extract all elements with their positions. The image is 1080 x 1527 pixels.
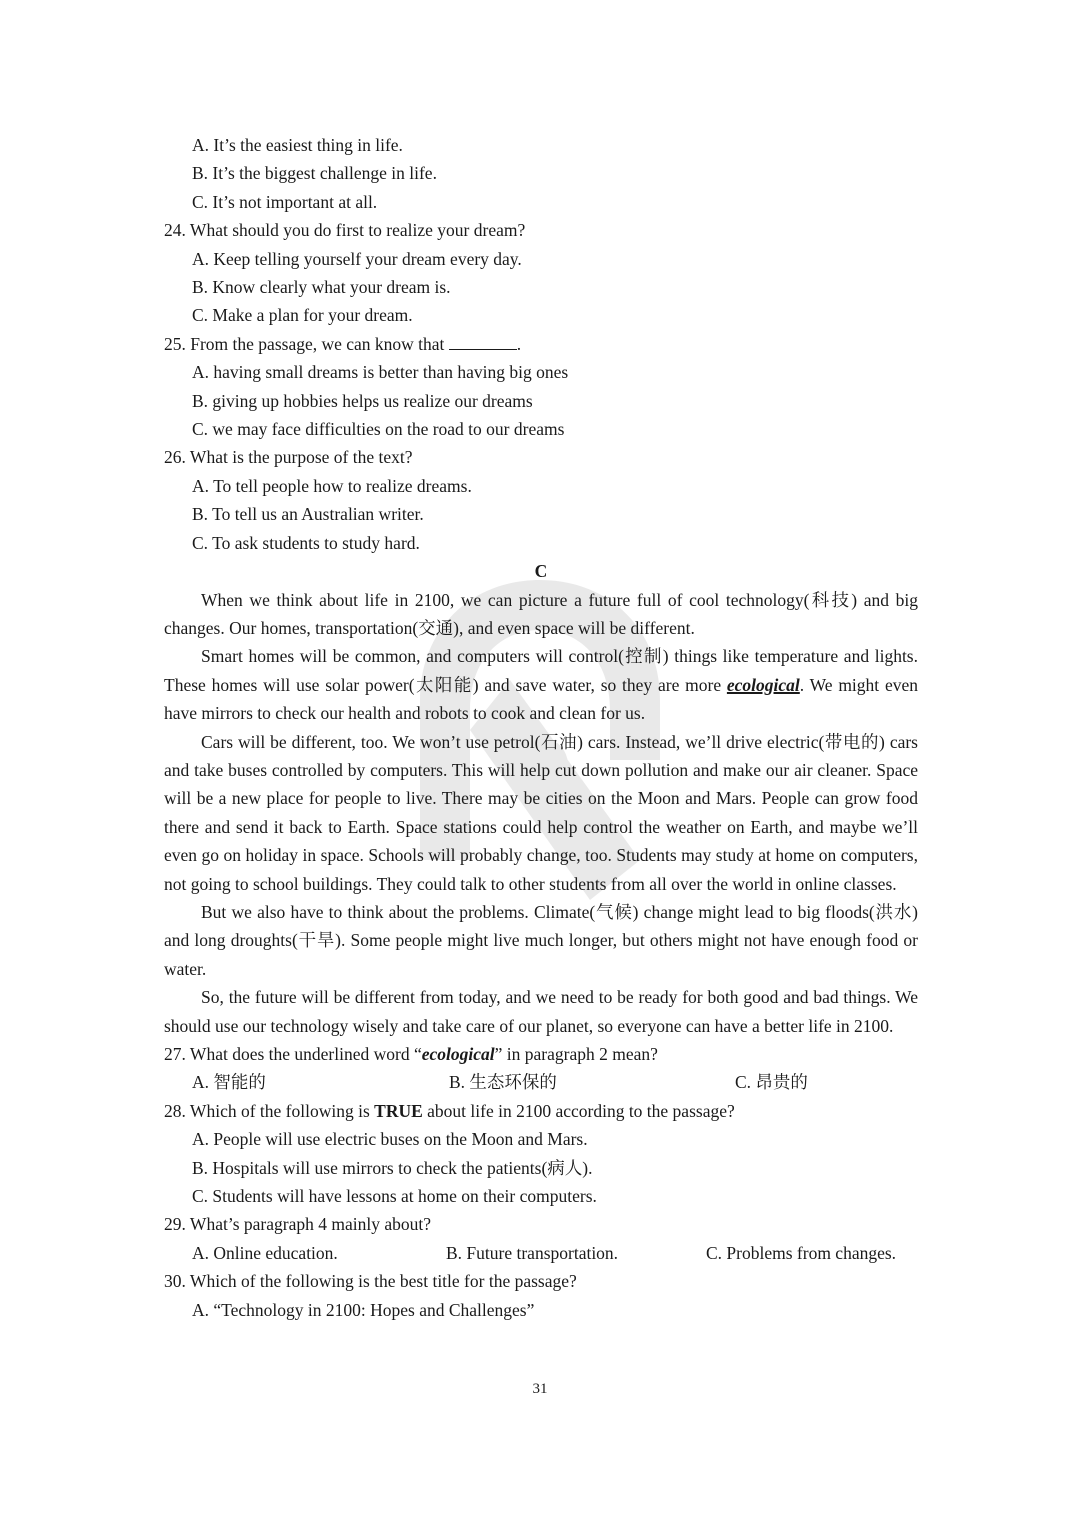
- q25-option-c: C. we may face difficulties on the road to our dreams: [192, 419, 565, 440]
- q26-option-a: A. To tell people how to realize dreams.: [192, 475, 472, 496]
- q24-option-a: A. Keep telling yourself your dream every day.: [192, 248, 522, 269]
- passage-paragraph-2: [164, 642, 918, 727]
- q27-option-a: A. 智能的: [192, 1072, 266, 1093]
- page-number: 31: [532, 1381, 548, 1397]
- passage-paragraph-5: So, the future will be different from today, and we need to be ready for both good and bad things. We should use our technology wisely and take care of our planet, so everyone can have a better life in 2100.: [164, 987, 918, 1036]
- q23-option-a: A. It’s the easiest thing in life.: [192, 135, 403, 155]
- q25-stem-end: .: [516, 333, 522, 354]
- q27-stem: [164, 1040, 918, 1068]
- q28-stem: [164, 1097, 918, 1125]
- p2-text-after: . We might even have mirrors to check our health and robots to cook and clean for us.: [164, 674, 918, 724]
- passage-paragraph-1: When we think about life in 2100, we can picture a future full of cool technology(科技) and big changes. Our homes, transportation(交通), and even space will be different.: [164, 589, 918, 638]
- q27-option-c: C. 昂贵的: [735, 1072, 808, 1093]
- q30-option-a: A. “Technology in 2100: Hopes and Challenges”: [192, 1299, 535, 1320]
- q28-stem-bold: TRUE: [374, 1100, 423, 1121]
- q30-stem: 30. Which of the following is the best title for the passage?: [164, 1271, 577, 1292]
- q27-word: ecological: [421, 1044, 495, 1064]
- q29-option-b: B. Future transportation.: [446, 1242, 619, 1263]
- q26-option-c: C. To ask students to study hard.: [192, 532, 420, 553]
- q25-answer-blank: [449, 333, 517, 350]
- q23-option-c: C. It’s not important at all.: [192, 191, 378, 212]
- q26-stem: 26. What is the purpose of the text?: [164, 447, 413, 468]
- passage-paragraph-4: But we also have to think about the problems. Climate(气候) change might lead to big floods(洪水) and long droughts(干旱). Some people might live much longer, but others might not have enough food or water.: [164, 901, 918, 979]
- passage-paragraph-3: Cars will be different, too. We won’t use petrol(石油) cars. Instead, we’ll drive electric(带电的) cars and take buses controlled by computers. This will help cut down pollution and make our air cleaner. Space will be a new place for people to live. There may be cities on the Moon and Mars. People can grow food there and send it back to Earth. Space stations could help control the weather on Earth, and maybe we’ll even go on holiday in space. Schools will probably change, too. Students may study at home on computers, not going to school buildings. They could talk to other students from all over the world in online classes.: [164, 731, 918, 894]
- q24-option-c: C. Make a plan for your dream.: [192, 305, 413, 326]
- section-c-title: C: [534, 561, 548, 582]
- q27-stem-after: ” in paragraph 2 mean?: [494, 1044, 658, 1064]
- underlined-word-ecological: ecological: [726, 674, 800, 695]
- q27-stem-before: 27. What does the underlined word “: [164, 1044, 422, 1064]
- q25-stem: 25. From the passage, we can know that: [164, 333, 445, 354]
- q25-option-a: A. having small dreams is better than having big ones: [192, 362, 569, 383]
- q25-stem-line: [164, 330, 918, 358]
- q29-stem: 29. What’s paragraph 4 mainly about?: [164, 1214, 431, 1235]
- q29-option-c: C. Problems from changes.: [706, 1242, 897, 1263]
- q27-options: [164, 1068, 918, 1096]
- q29-options: [164, 1239, 918, 1267]
- q27-option-b: B. 生态环保的: [449, 1072, 557, 1093]
- q28-option-c: C. Students will have lessons at home on their computers.: [192, 1186, 597, 1207]
- exam-content: [164, 131, 918, 1324]
- q24-stem: 24. What should you do first to realize your dream?: [164, 220, 526, 241]
- q28-stem-after: about life in 2100 according to the passage?: [422, 1100, 735, 1121]
- q28-option-b: B. Hospitals will use mirrors to check the patients(病人).: [192, 1157, 593, 1178]
- q26-option-b: B. To tell us an Australian writer.: [192, 504, 424, 525]
- p2-text-before: Smart homes will be common, and computers will control(控制) things like temperature and lights. These homes will use solar power(太阳能) and save water, so they are more: [164, 646, 918, 695]
- q28-stem-before: 28. Which of the following is: [164, 1100, 375, 1121]
- q28-option-a: A. People will use electric buses on the Moon and Mars.: [192, 1129, 588, 1150]
- q23-option-b: B. It’s the biggest challenge in life.: [192, 163, 437, 184]
- q29-option-a: A. Online education.: [192, 1242, 338, 1263]
- q25-option-b: B. giving up hobbies helps us realize our dreams: [192, 390, 533, 411]
- q24-option-b: B. Know clearly what your dream is.: [192, 277, 451, 298]
